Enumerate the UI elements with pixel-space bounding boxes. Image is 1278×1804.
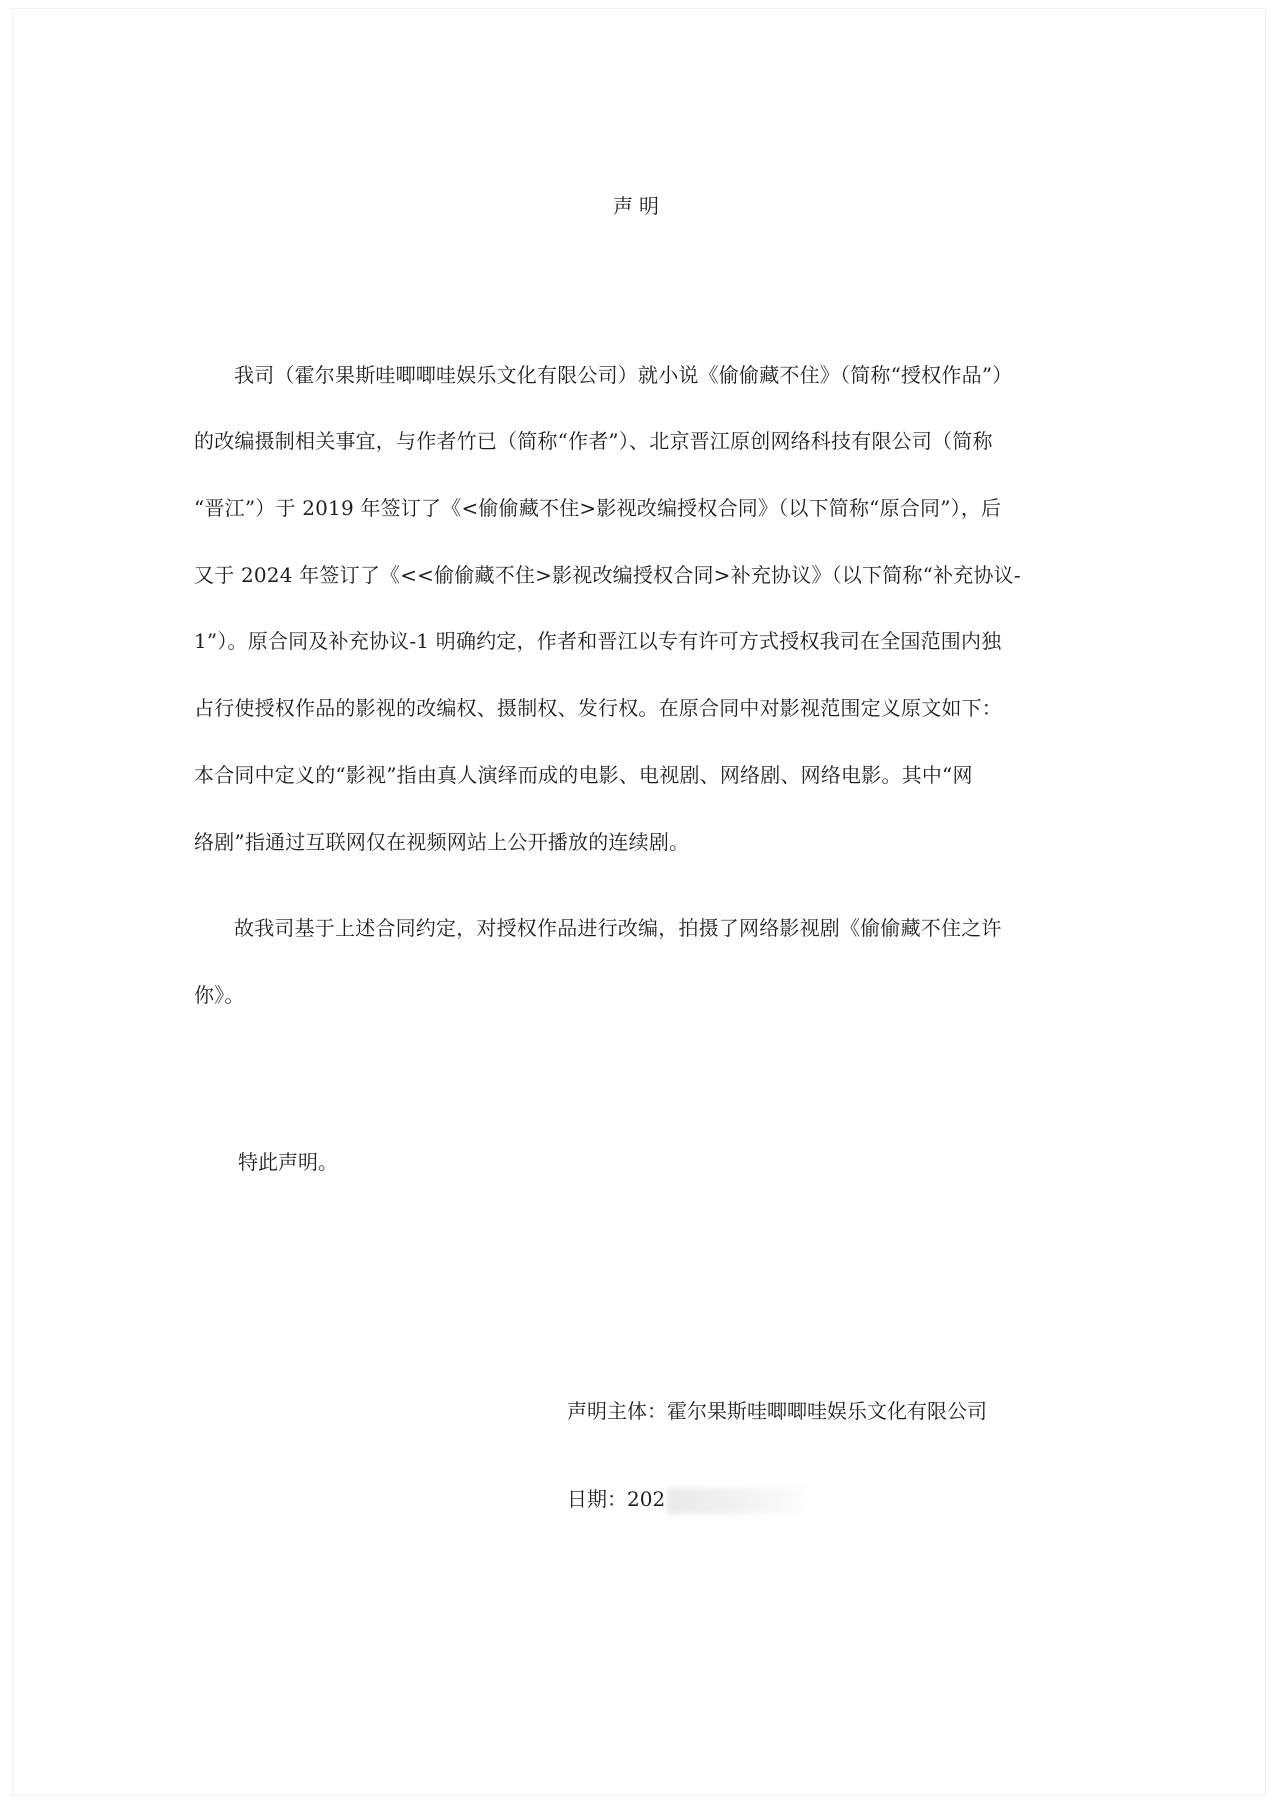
signature-label: 声明主体： [567,1399,667,1423]
date-label: 日期： [567,1487,627,1511]
paragraph-1-line-5: 1”）。原合同及补充协议-1 明确约定，作者和晋江以专有许可方式授权我司在全国范围内独 [194,629,1002,653]
paragraph-1-line-2: 的改编摄制相关事宜，与作者竹已（简称“作者”）、北京晋江原创网络科技有限公司（简称 [194,429,993,453]
date-line [567,1485,817,1514]
paragraph-2-line-1: 故我司基于上述合同约定，对授权作品进行改编，拍摄了网络影视剧《偷偷藏不住之许 [234,916,1002,940]
paragraph-2-line-2: 你》。 [194,983,245,1007]
closing-statement: 特此声明。 [238,1150,338,1174]
paragraph-1-line-4: 又于 2024 年签订了《<<偷偷藏不住>影视改编授权合同>补充协议》（以下简称“补充协议- [194,563,1021,587]
signature-line [567,1397,987,1425]
paragraph-1-line-3: “晋江”）于 2019 年签订了《<偷偷藏不住>影视改编授权合同》（以下简称“原合同”），后 [194,496,1002,520]
paragraph-1-line-8: 络剧”指通过互联网仅在视频网站上公开播放的连续剧。 [194,830,690,854]
paragraph-1-line-6: 占行使授权作品的影视的改编权、摄制权、发行权。在原合同中对影视范围定义原文如下： [194,696,1002,720]
redacted-date-blur [667,1488,817,1514]
paragraph-1-line-1: 我司（霍尔果斯哇唧唧哇娱乐文化有限公司）就小说《偷偷藏不住》（简称“授权作品”） [234,363,1013,387]
paragraph-1-line-7: 本合同中定义的“影视”指由真人演绎而成的电影、电视剧、网络剧、网络电影。其中“网 [194,763,973,787]
document-title: 声明 [613,194,665,218]
date-value: 202 [627,1487,666,1511]
signature-company: 霍尔果斯哇唧唧哇娱乐文化有限公司 [667,1399,987,1423]
